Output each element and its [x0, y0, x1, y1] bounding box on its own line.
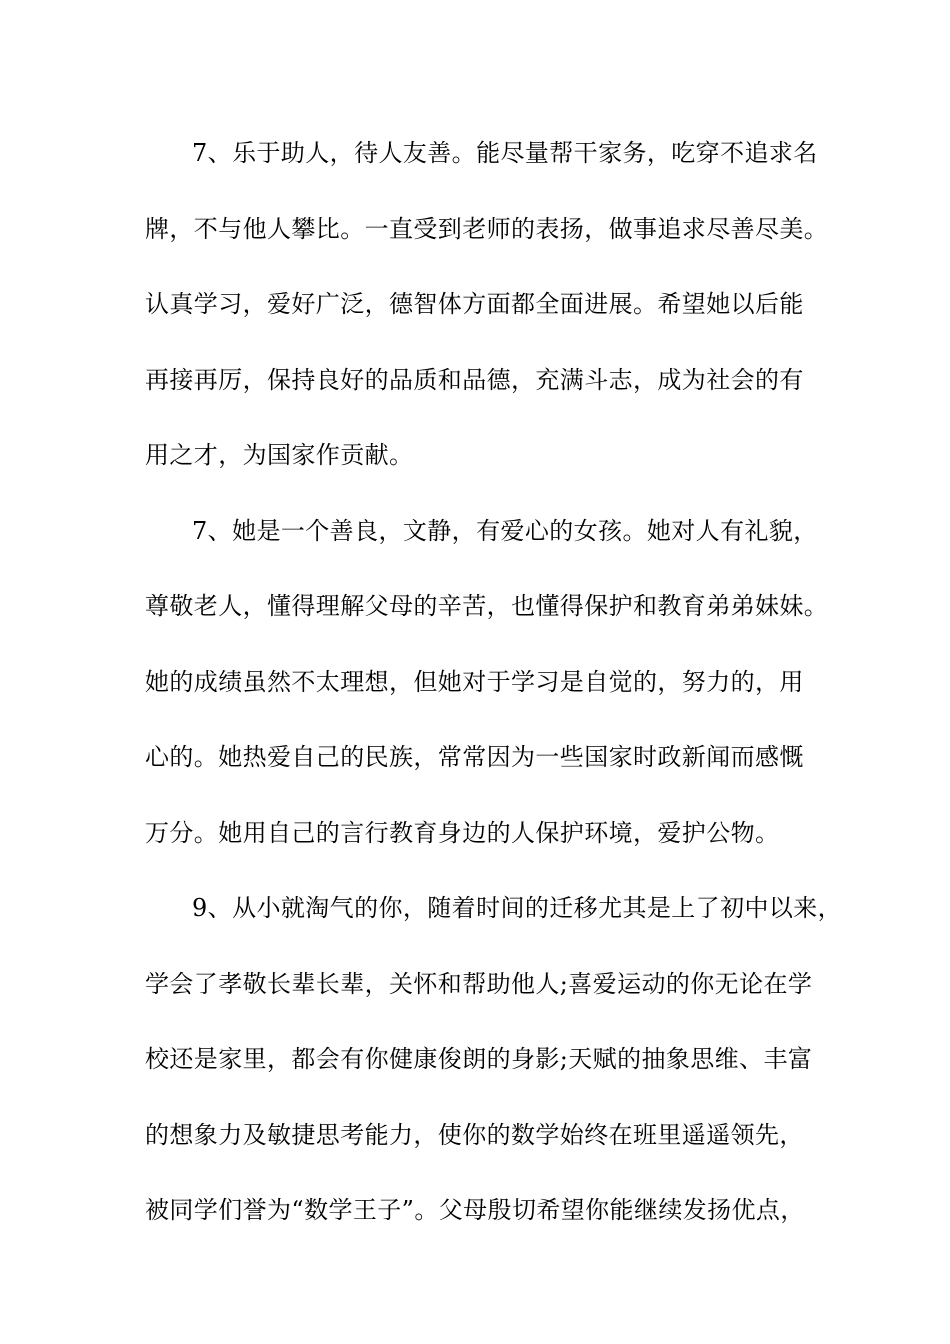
paragraph-line: 她的成绩虽然不太理想，但她对于学习是自觉的，努力的，用 [145, 667, 804, 696]
paragraph-line: 心的。她热爱自己的民族，常常因为一些国家时政新闻而感慨 [145, 743, 804, 771]
paragraph-2 [145, 505, 835, 883]
paragraph-line: 用之才，为国家作贡献。 [145, 441, 414, 469]
paragraph-line: 认真学习，爱好广泛，德智体方面都全面进展。希望她以后能 [145, 290, 804, 318]
paragraph-line: 校还是家里，都会有你健康俊朗的身影;天赋的抽象思维、丰富 [145, 1045, 813, 1073]
paragraph-line: 万分。她用自己的言行教育身边的人保护环境，爱护公物。 [145, 818, 780, 847]
paragraph-line: 被同学们誉为“数学王子”。父母殷切希望你能继续发扬优点， [145, 1196, 805, 1224]
paragraph-line: 学会了孝敬长辈长辈，关怀和帮助他人;喜爱运动的你无论在学 [145, 969, 813, 998]
paragraph-line: 再接再厉，保持良好的品质和品德，充满斗志，成为社会的有 [145, 365, 804, 394]
paragraph-line: 9、从小就淘气的你，随着时间的迁移尤其是上了初中以来， [192, 894, 843, 922]
paragraph-line: 牌，不与他人攀比。一直受到老师的表扬，做事追求尽善尽美。 [145, 214, 829, 243]
paragraph-line: 7、她是一个善良，文静，有爱心的女孩。她对人有礼貌， [192, 516, 818, 545]
document-body [145, 127, 843, 1260]
paragraph-line: 的想象力及敏捷思考能力，使你的数学始终在班里遥遥领先， [145, 1120, 804, 1149]
paragraph-1 [145, 127, 835, 505]
paragraph-3 [145, 882, 843, 1260]
paragraph-line: 7、乐于助人，待人友善。能尽量帮干家务，吃穿不追求名 [192, 139, 818, 167]
paragraph-line: 尊敬老人，懂得理解父母的辛苦，也懂得保护和教育弟弟妹妹。 [145, 592, 829, 620]
